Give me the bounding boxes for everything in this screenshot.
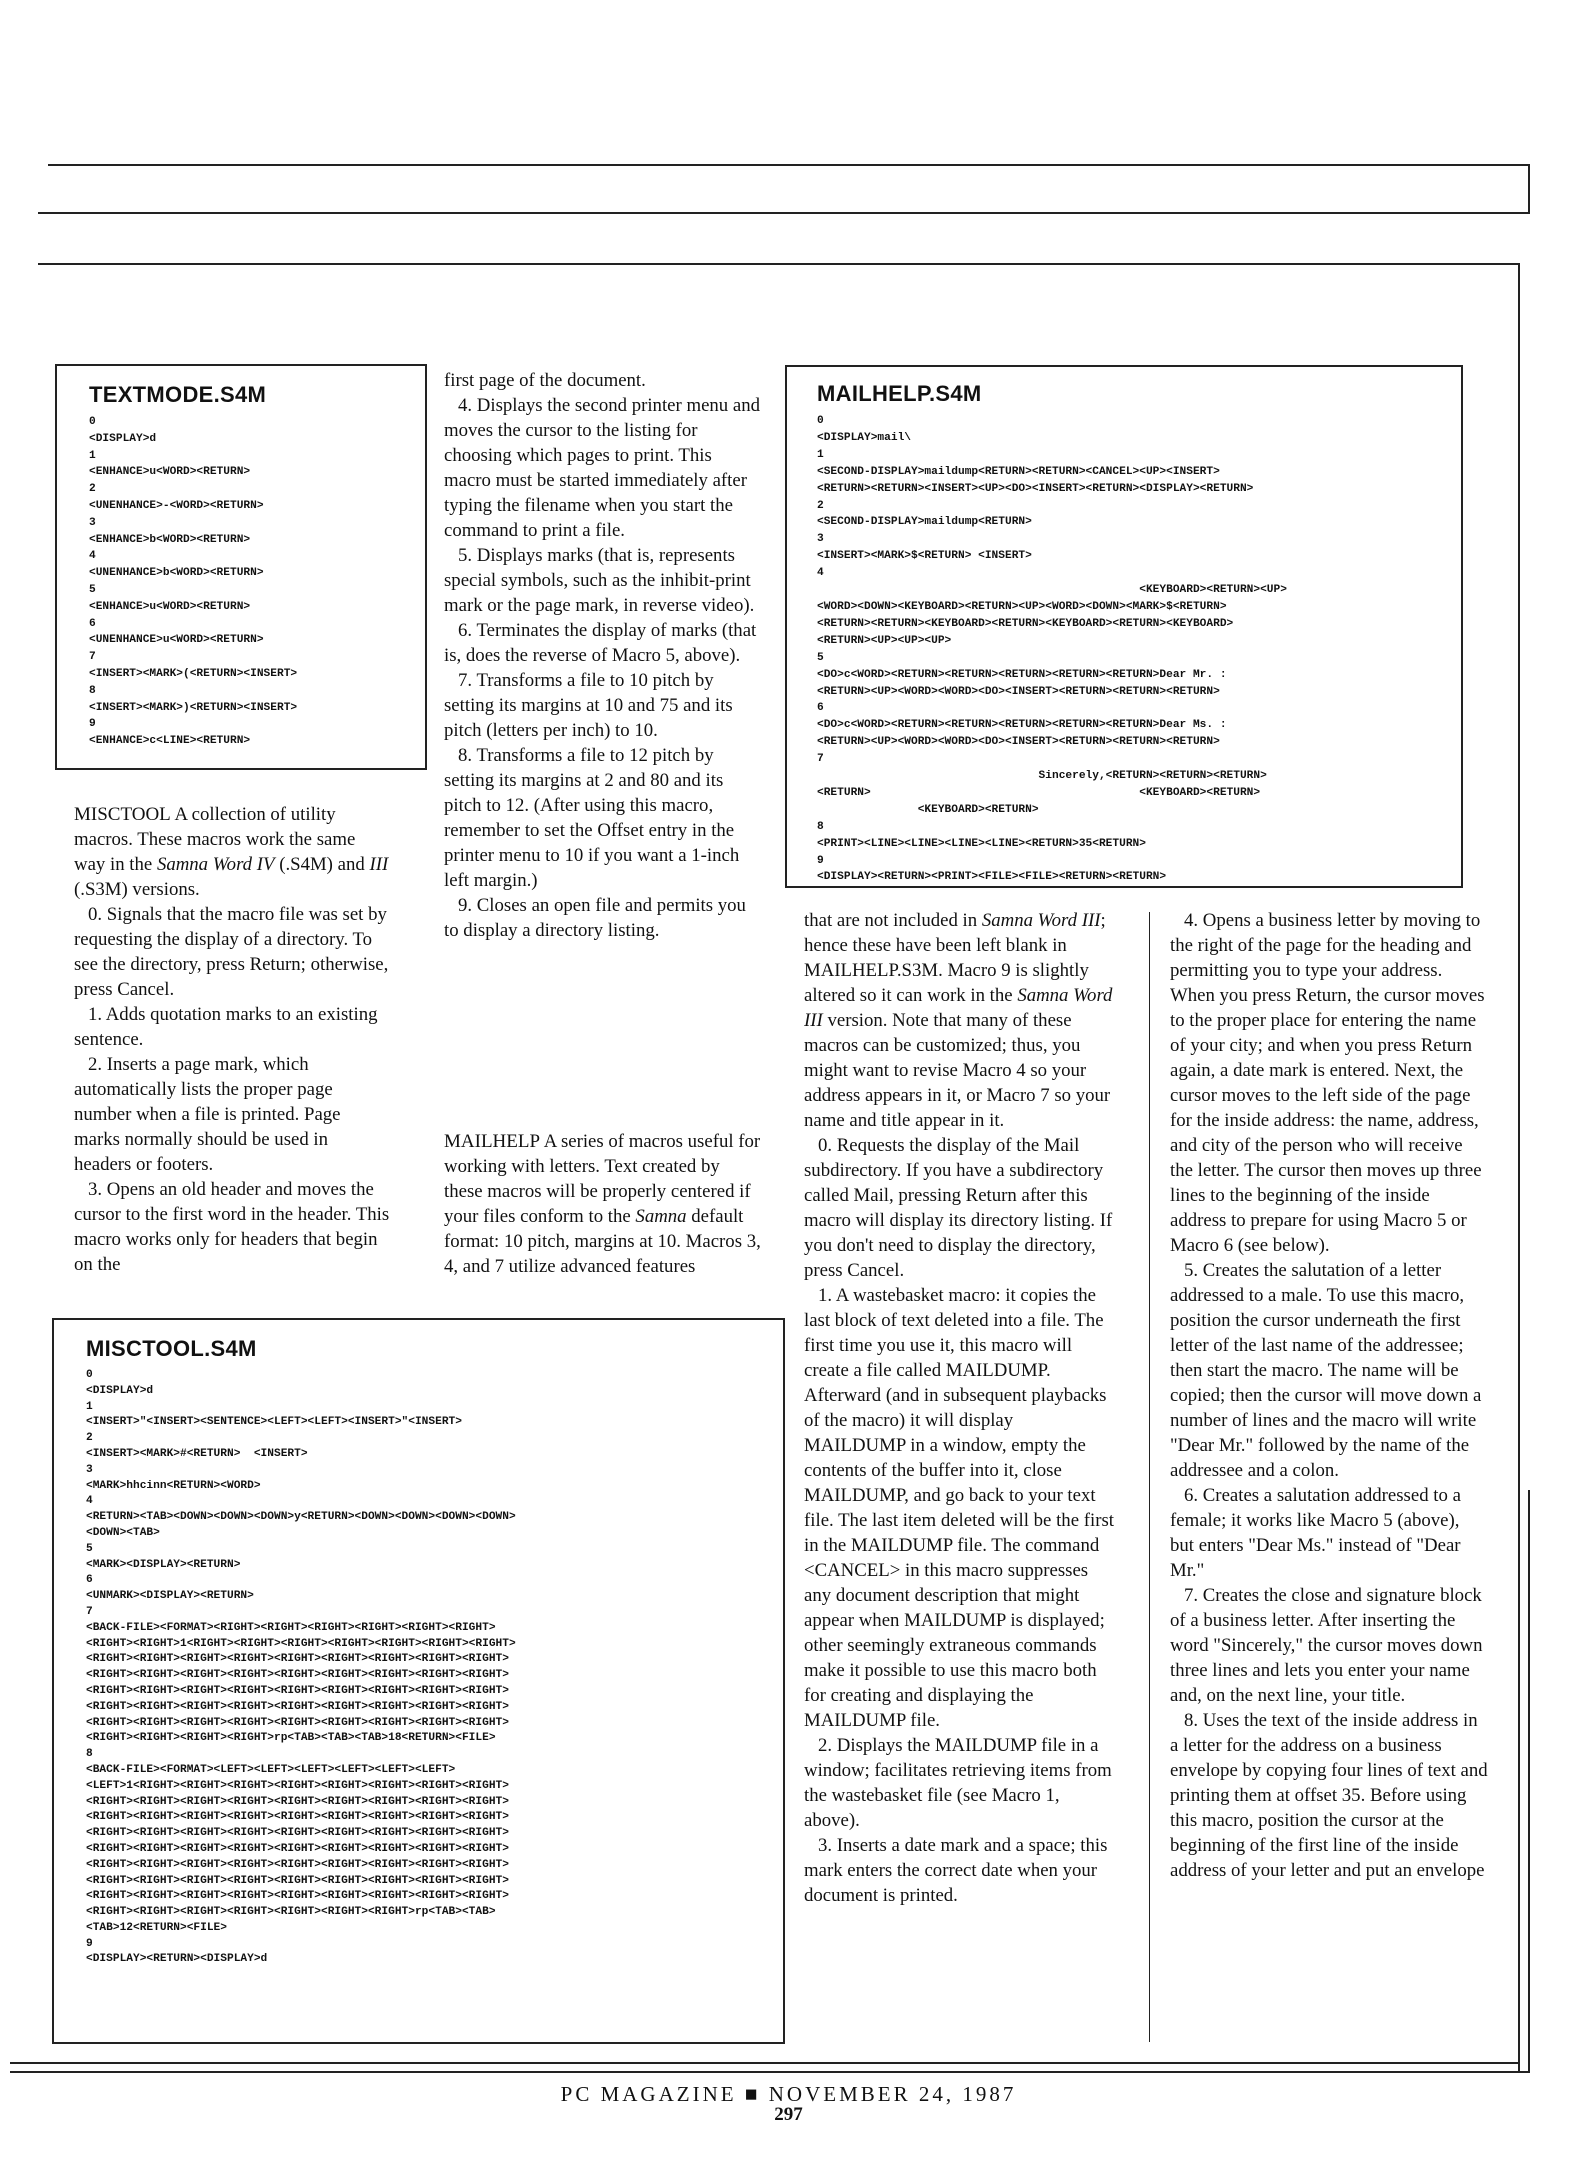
- mailhelp-item-8: 8. Uses the text of the inside address in a letter for the address on a business envelope by copying four lines of text and printing them at offset 35. Before using this macro, position the cursor at the beginning of the first line of the inside address of your letter and put an envelope: [1170, 1710, 1488, 1881]
- mailhelp-item-4: 4. Opens a business letter by moving to the right of the page for the heading and permitting you to type your address. When you press Return, the cursor moves to the proper place for entering the name of your city; and when you press Return again, a date mark is entered. Next, the cursor moves to the left side of the page for the inside address: the name, address, and city of the person who will receive the letter. The cursor then moves up three lines to the beginning of the inside address to prepare for using Macro 5 or Macro 6 (see below).: [1170, 910, 1485, 1256]
- mailhelp-item-1: 1. A wastebasket macro: it copies the last block of text deleted into a file. The first time you use it, this macro will create a file called MAILDUMP. Afterward (and in subsequent playbacks of the macro) it will display MAILDUMP in a window, empty the contents of the buffer into it, close MAILDUMP, and go back to your text file. The last item deleted will be the first in the MAILDUMP file. The command <CANCEL> in this macro suppresses any document description that might appear when MAILDUMP is displayed; other seemingly extraneous commands make it possible to use this macro both for creating and displaying the MAILDUMP file.: [804, 1285, 1114, 1731]
- mailhelp-item-7: 7. Creates the close and signature block of a business letter. After inserting the word "Sincerely," the cursor moves down three lines and lets you enter your name and, on the next line, your title.: [1170, 1585, 1483, 1706]
- frame-outer-right-rule: [1528, 1490, 1530, 2073]
- column-2: [444, 368, 762, 1028]
- misctool-item-5: 5. Displays marks (that is, represents special symbols, such as the inhibit-print mark or the page mark, in reverse video).: [444, 545, 755, 616]
- misctool-item-3-continued: first page of the document.: [444, 370, 646, 391]
- misctool-item-9: 9. Closes an open file and permits you to display a directory listing.: [444, 895, 746, 941]
- misctool-item-0: 0. Signals that the macro file was set by requesting the display of a directory. To see the directory, press Return; otherwise, press Cancel.: [74, 904, 389, 1000]
- mailhelp-listing-box: [785, 365, 1463, 888]
- top-rule-1-right: [1528, 164, 1530, 214]
- misctool-item-4: 4. Displays the second printer menu and moves the cursor to the listing for choosing which pages to print. This macro must be started immediately after typing the filename when you start the command to print a file.: [444, 395, 760, 541]
- top-rule-1: [48, 164, 1530, 166]
- misctool-intro: MISCTOOL A collection of utility macros. These macros work the same way in the Samna Word IV (.S4M) and III (.S3M) versions.: [74, 804, 389, 900]
- mailhelp-intro-continued: that are not included in Samna Word III; hence these have been left blank in MAILHELP.S3M. Macro 9 is slightly altered so it can work in the Samna Word III version. Note that many of these macros can be customized; thus, you might want to revise Macro 4 so your address appears in it, or Macro 7 so your name and title appear in it.: [804, 910, 1113, 1131]
- mailhelp-item-2: 2. Displays the MAILDUMP file in a window; facilitates retrieving items from the wastebasket file (see Macro 1, above).: [804, 1735, 1112, 1831]
- mailhelp-item-3: 3. Inserts a date mark and a space; this mark enters the correct date when your document is printed.: [804, 1835, 1108, 1906]
- misctool-listing-title: MISCTOOL.S4M: [86, 1336, 257, 1361]
- textmode-listing-box: [55, 364, 427, 770]
- misctool-item-1: 1. Adds quotation marks to an existing sentence.: [74, 1004, 378, 1050]
- frame-right-rule: [1518, 263, 1520, 2073]
- misctool-item-3: 3. Opens an old header and moves the cursor to the first word in the header. This macro works only for headers that begin on the: [74, 1179, 390, 1275]
- misctool-heading: MISCTOOL: [74, 804, 171, 825]
- mailhelp-heading: MAILHELP: [444, 1131, 541, 1152]
- mailhelp-item-6: 6. Creates a salutation addressed to a female; it works like Macro 5 (above), but enters "Dear Ms." instead of "Dear Mr.": [1170, 1485, 1461, 1581]
- misctool-item-6: 6. Terminates the display of marks (that is, does the reverse of Macro 5, above).: [444, 620, 757, 666]
- textmode-listing-code: 0 <DISPLAY>d 1 <ENHANCE>u<WORD><RETURN> 2 <UNENHANCE>-<WORD><RETURN> 3 <ENHANCE>b<WORD><RETURN> 4 <UNENHANCE>b<WORD><RETURN> 5 <ENHANCE>u<WORD><RETURN> 6 <UNENHANCE>u<WORD><RETURN> 7 <INSERT><MARK>(<RETURN><INSERT> 8 <INSERT><MARK>)<RETURN><INSERT> 9 <ENHANCE>c<LINE><RETURN>: [89, 416, 298, 748]
- mailhelp-intro: MAILHELP A series of macros useful for working with letters. Text created by these macros will be properly centered if your files conform to the Samna default format: 10 pitch, margins at 10. Macros 3, 4, and 7 utilize advanced features: [444, 1131, 761, 1277]
- mailhelp-listing-code: 0 <DISPLAY>mail\ 1 <SECOND-DISPLAY>maildump<RETURN><RETURN><CANCEL><UP><INSERT> <RETURN><RETURN><INSERT><UP><DO><INSERT><RETURN><DISPLAY><RETURN> 2 <SECOND-DISPLAY>maildump<RETURN> 3 <INSERT><MARK>$<RETURN> <INSERT> 4 <KEYBOARD><RETURN><UP> <WORD><DOWN><KEYBOARD><RETURN><UP><WORD><DOWN><MARK>$<RETURN> <RETURN><RETURN><KEYBOARD><RETURN><KEYBOARD><RETURN><KEYBOARD> <RETURN><UP><UP><UP> 5 <DO>c<WORD><RETURN><RETURN><RETURN><RETURN><RETURN>Dear Mr. : <RETURN><UP><WORD><WORD><DO><INSERT><RETURN><RETURN><RETURN> 6 <DO>c<WORD><RETURN><RETURN><RETURN><RETURN><RETURN>Dear Ms. : <RETURN><UP><WORD><WORD><DO><INSERT><RETURN><RETURN><RETURN> 7 Sincerely,<RETURN><RETURN><RETURN> <RETURN> <KEYBOARD><RETURN> <KEYBOARD><RETURN> 8 <PRINT><LINE><LINE><LINE><LINE><RETURN>35<RETURN> 9 <DISPLAY><RETURN><PRINT><FILE><FILE><RETURN><RETURN>: [817, 415, 1287, 884]
- mailhelp-listing-title: MAILHELP.S4M: [817, 381, 982, 406]
- misctool-listing-code: 0 <DISPLAY>d 1 <INSERT>"<INSERT><SENTENCE><LEFT><LEFT><INSERT>"<INSERT> 2 <INSERT><MARK>#<RETURN> <INSERT> 3 <MARK>hhcinn<RETURN><WORD> 4 <RETURN><TAB><DOWN><DOWN><DOWN>y<RETURN><DOWN><DOWN><DOWN><DOWN> <DOWN><TAB> 5 <MARK><DISPLAY><RETURN> 6 <UNMARK><DISPLAY><RETURN> 7 <BACK-FILE><FORMAT><RIGHT><RIGHT><RIGHT><RIGHT><RIGHT><RIGHT> <RIGHT><RIGHT>1<RIGHT><RIGHT><RIGHT><RIGHT><RIGHT><RIGHT><RIGHT> <RIGHT><RIGHT><RIGHT><RIGHT><RIGHT><RIGHT><RIGHT><RIGHT><RIGHT> <RIGHT><RIGHT><RIGHT><RIGHT><RIGHT><RIGHT><RIGHT><RIGHT><RIGHT> <RIGHT><RIGHT><RIGHT><RIGHT><RIGHT><RIGHT><RIGHT><RIGHT><RIGHT> <RIGHT><RIGHT><RIGHT><RIGHT><RIGHT><RIGHT><RIGHT><RIGHT><RIGHT> <RIGHT><RIGHT><RIGHT><RIGHT><RIGHT><RIGHT><RIGHT><RIGHT><RIGHT> <RIGHT><RIGHT><RIGHT><RIGHT>rp<TAB><TAB><TAB>18<RETURN><FILE> 8 <BACK-FILE><FORMAT><LEFT><LEFT><LEFT><LEFT><LEFT><LEFT> <LEFT>1<RIGHT><RIGHT><RIGHT><RIGHT><RIGHT><RIGHT><RIGHT><RIGHT> <RIGHT><RIGHT><RIGHT><RIGHT><RIGHT><RIGHT><RIGHT><RIGHT><RIGHT> <RIGHT><RIGHT><RIGHT><RIGHT><RIGHT><RIGHT><RIGHT><RIGHT><RIGHT> <RIGHT><RIGHT><RIGHT><RIGHT><RIGHT><RIGHT><RIGHT><RIGHT><RIGHT> <RIGHT><RIGHT><RIGHT><RIGHT><RIGHT><RIGHT><RIGHT><RIGHT><RIGHT> <RIGHT><RIGHT><RIGHT><RIGHT><RIGHT><RIGHT><RIGHT><RIGHT><RIGHT> <RIGHT><RIGHT><RIGHT><RIGHT><RIGHT><RIGHT><RIGHT><RIGHT><RIGHT> <RIGHT><RIGHT><RIGHT><RIGHT><RIGHT><RIGHT><RIGHT><RIGHT><RIGHT> <RIGHT><RIGHT><RIGHT><RIGHT><RIGHT><RIGHT><RIGHT>rp<TAB><TAB> <TAB>12<RETURN><FILE> 9 <DISPLAY><RETURN><DISPLAY>d: [86, 1369, 516, 1966]
- frame-bottom-rule-2: [10, 2071, 1530, 2073]
- misctool-item-8: 8. Transforms a file to 12 pitch by setting its margins at 2 and 80 and its pitch to 12. (After using this macro, remember to set the Offset entry in the printer menu to 10 if you want a 1-inch left margin.): [444, 745, 740, 891]
- misctool-item-2: 2. Inserts a page mark, which automatically lists the proper page number when a file is printed. Page marks normally should be used in headers or footers.: [74, 1054, 341, 1175]
- misctool-item-7: 7. Transforms a file to 10 pitch by setting its margins at 10 and 75 and its pitch (letters per inch) to 10.: [444, 670, 733, 741]
- column-3: [804, 908, 1116, 2048]
- column-2-mailhelp: [444, 1129, 762, 1309]
- frame-top-rule: [38, 263, 1520, 265]
- top-rule-2: [38, 212, 1530, 214]
- frame-bottom-rule: [10, 2062, 1520, 2064]
- textmode-listing-title: TEXTMODE.S4M: [89, 382, 267, 407]
- page-number: 297: [774, 2104, 803, 2125]
- column-3-4-divider: [1149, 912, 1150, 2042]
- misctool-listing-box: [52, 1318, 785, 2044]
- column-4: [1170, 908, 1488, 2048]
- mailhelp-item-5: 5. Creates the salutation of a letter addressed to a male. To use this macro, position the cursor underneath the first letter of the last name of the addressee; then start the macro. The name will be copied; then the cursor will move down a number of lines and the macro will write "Dear Mr." followed by the name of the addressee and a colon.: [1170, 1260, 1482, 1481]
- column-1: [74, 802, 390, 1307]
- mailhelp-item-0: 0. Requests the display of the Mail subdirectory. If you have a subdirectory called Mail, pressing Return after this macro will display its directory listing. If you don't need to display the directory, press Cancel.: [804, 1135, 1113, 1281]
- magazine-footer: PC MAGAZINE ■ NOVEMBER 24, 1987: [560, 2082, 1017, 2106]
